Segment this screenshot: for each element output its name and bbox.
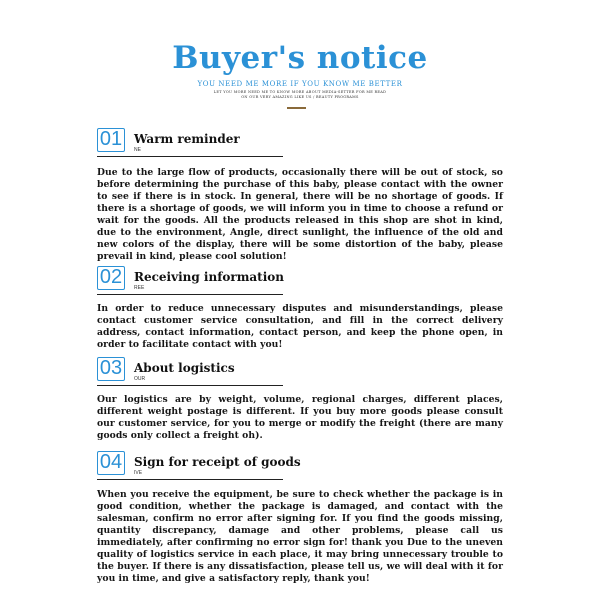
section-divider bbox=[97, 385, 283, 386]
title-divider bbox=[287, 107, 306, 109]
section-title: Warm reminder bbox=[134, 132, 240, 146]
section-number: 01 bbox=[97, 128, 125, 152]
section-number: 02 bbox=[97, 266, 125, 290]
section-number: 03 bbox=[97, 357, 125, 381]
section-divider bbox=[97, 479, 283, 480]
section-title: About logistics bbox=[134, 361, 235, 375]
section-text-sign-for-receipt: When you receive the equipment, be sure to check whether the package is in good condition, whether the package is damaged, and contact with the salesman, confirm no error after signing for. If you find the goods missing, quantity discrepancy, damage and other problems, please call us immediately, after confirming no error sign for! thank you Due to the uneven quality of logistics service in each place, it may bring unnecessary trouble to the buyer. If there is any dissatisfaction, please tell us, we will deal with it for you in time, and give a satisfactory reply, thank you! bbox=[97, 489, 503, 584]
fine-print-line-2: ON OUR VERY AMAZING LIKE US / BEAUTY PROGRAMS bbox=[241, 95, 359, 99]
section-abbr: OUR bbox=[134, 376, 146, 382]
section-text-warm-reminder: Due to the large flow of products, occasionally there will be out of stock, so before determining the purchase of this baby, please contact with the owner to see if there is in stock. In general, there will be no shortage of goods. If there is a shortage of goods, we will inform you in time to choose a refund or wait for the goods. All the products released in this shop are shot in kind, due to the environment, Angle, direct sunlight, the influence of the old and new colors of the display, there will be some distortion of the baby, please prevail in kind, please cool solution! bbox=[97, 167, 503, 262]
section-title: Receiving information bbox=[134, 270, 285, 284]
section-divider bbox=[97, 156, 283, 157]
page-title: Buyer's notice bbox=[172, 40, 428, 76]
section-text-receiving-information: In order to reduce unnecessary disputes and misunderstandings, please contact customer service consultation, and fill in the correct delivery address, contact information, contact person, and keep the phone open, in order to facilitate contact with you! bbox=[97, 303, 503, 350]
section-title: Sign for receipt of goods bbox=[134, 455, 301, 469]
section-text-about-logistics: Our logistics are by weight, volume, regional charges, different places, different weight postage is different. If you buy more goods please consult our customer service, for you to merge or modify the freight (there are many goods only collect a freight oh). bbox=[97, 394, 503, 441]
section-number: 04 bbox=[97, 451, 125, 475]
section-abbr: IVE bbox=[134, 470, 143, 476]
section-abbr: REE bbox=[134, 285, 145, 291]
section-divider bbox=[97, 294, 283, 295]
page-subtitle: YOU NEED ME MORE IF YOU KNOW ME BETTER bbox=[197, 80, 403, 88]
section-abbr: NE bbox=[134, 147, 141, 153]
fine-print-line-1: LET YOU MORE NEED ME TO KNOW MORE ABOUT MEDIA-SETTER FOR ME READ bbox=[213, 90, 387, 94]
